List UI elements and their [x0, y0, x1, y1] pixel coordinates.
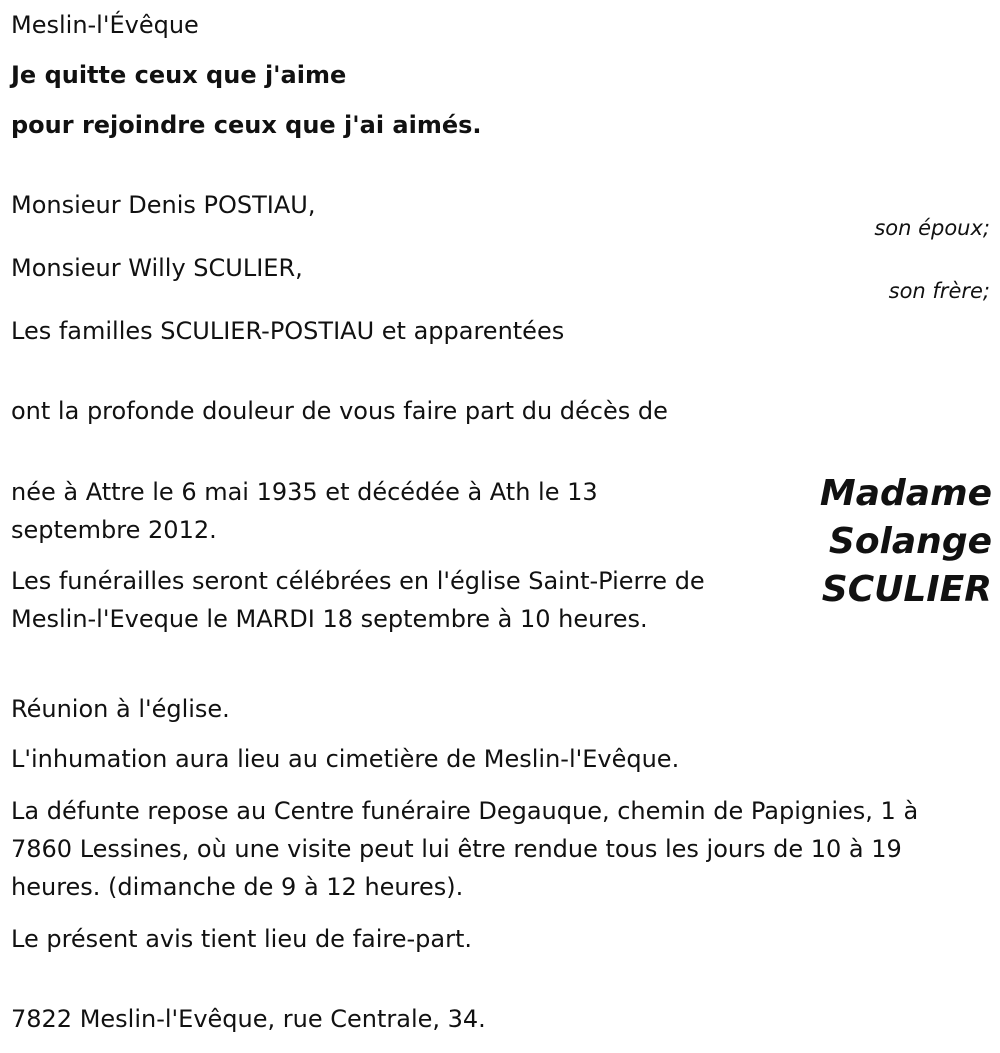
mourner-relation-2: son frère;: [888, 279, 990, 303]
mourner-name-2: Monsieur Willy SCULIER,: [11, 254, 303, 282]
address-text: 7822 Meslin-l'Evêque, rue Centrale, 34.: [11, 1005, 486, 1033]
mourner-relation-1: son époux;: [874, 216, 990, 240]
announcement: ont la profonde douleur de vous faire part du décès de: [11, 397, 668, 425]
epitaph-line-1: Je quitte ceux que j'aime: [11, 61, 347, 89]
deceased-name: [792, 470, 992, 614]
reunion-text: Réunion à l'église.: [11, 695, 230, 723]
epitaph-line-2: pour rejoindre ceux que j'ai aimés.: [11, 111, 482, 139]
mourner-name-3: Les familles SCULIER-POSTIAU et apparentées: [11, 317, 565, 345]
notice-text: Le présent avis tient lieu de faire-part.: [11, 925, 473, 953]
location-header: Meslin-l'Évêque: [11, 11, 199, 39]
funeral-text: Les funérailles seront célébrées en l'église Saint-Pierre de Meslin-l'Eveque le MARDI 18 septembre à 10 heures.: [11, 567, 705, 633]
deceased-last-name: SCULIER: [821, 569, 992, 610]
deceased-first-name: Solange: [828, 521, 992, 562]
deceased-title: Madame: [819, 473, 992, 514]
birth-death-text: née à Attre le 6 mai 1935 et décédée à Ath le 13 septembre 2012.: [11, 478, 598, 544]
mourner-name-1: Monsieur Denis POSTIAU,: [11, 191, 316, 219]
burial-text: L'inhumation aura lieu au cimetière de Meslin-l'Evêque.: [11, 745, 680, 773]
viewing-text: La défunte repose au Centre funéraire Degauque, chemin de Papignies, 1 à 7860 Lessines, où une visite peut lui être rendue tous les jours de 10 à 19 heures. (dimanche de 9 à 12 heures).: [11, 797, 919, 901]
